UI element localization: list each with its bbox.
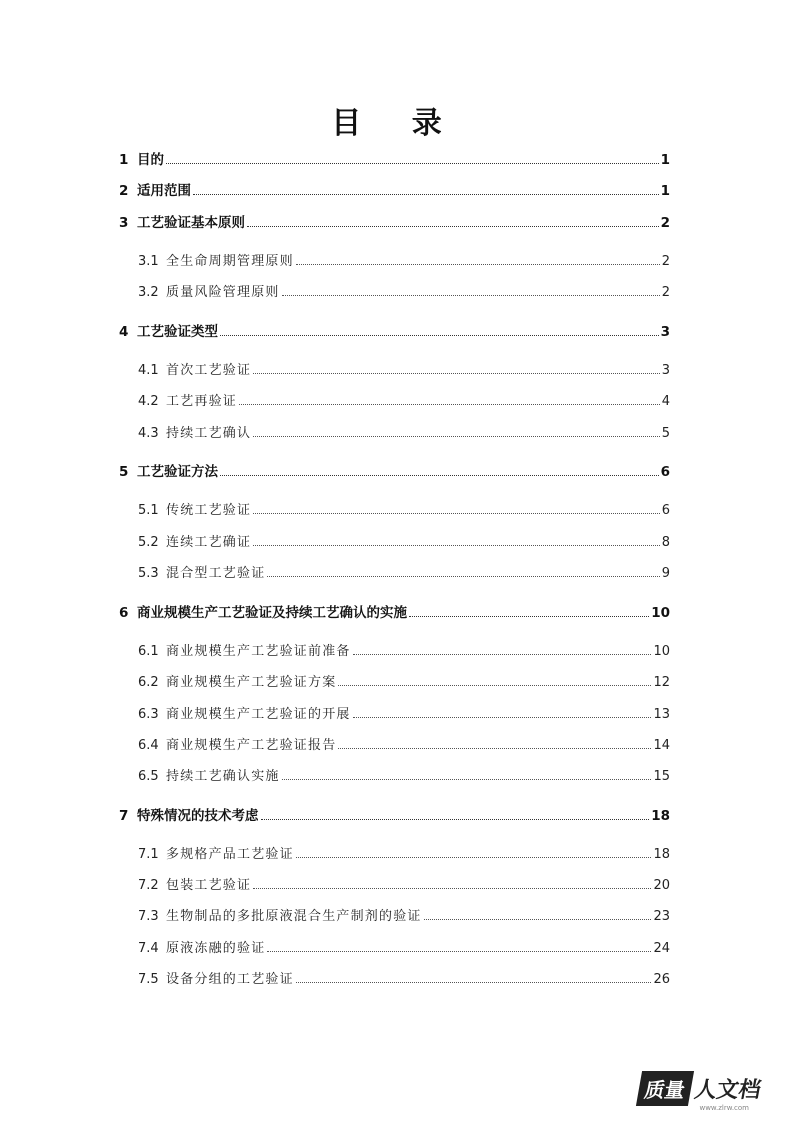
toc-entry-page: 3 (660, 324, 670, 340)
toc-entry-page: 10 (653, 644, 670, 659)
toc-entry-page: 3 (661, 363, 670, 378)
toc-entry-number: 4.1 (138, 363, 159, 378)
toc-entry-number: 6.3 (138, 707, 159, 722)
toc-dot-leader (247, 226, 659, 227)
toc-entry[interactable] (138, 359, 670, 378)
toc-entry[interactable] (138, 765, 670, 784)
toc-dot-leader (220, 335, 659, 336)
toc-entry-title: 工艺验证类型 (137, 324, 218, 340)
toc-dot-leader (253, 373, 660, 374)
toc-entry-number: 6.4 (138, 738, 159, 753)
toc-entry-title: 目的 (137, 152, 164, 168)
toc-dot-leader (296, 982, 652, 983)
toc-entry-page: 24 (653, 941, 670, 956)
toc-entry-number: 4.2 (138, 394, 159, 409)
toc-entry-title: 原液冻融的验证 (166, 941, 266, 956)
toc-dot-leader (338, 685, 651, 686)
watermark-url: www.zlrw.com (699, 1104, 749, 1112)
toc-dot-leader (353, 717, 652, 718)
toc-entry-title: 连续工艺确证 (166, 535, 252, 550)
toc-entry-number: 6.2 (138, 675, 159, 690)
toc-dot-leader (338, 748, 651, 749)
page-title: 目 录 (331, 106, 462, 141)
toc-entry-title: 设备分组的工艺验证 (166, 972, 294, 987)
toc-entry[interactable] (138, 250, 670, 269)
toc-entry-page: 1 (660, 152, 670, 168)
toc-dot-leader (253, 436, 660, 437)
toc-entry-title: 商业规模生产工艺验证的开展 (166, 707, 351, 722)
toc-entry[interactable] (138, 905, 670, 924)
toc-entry-page: 14 (653, 738, 670, 753)
toc-entry-number: 7 (119, 808, 129, 824)
toc-entry[interactable] (119, 179, 670, 199)
toc-entry[interactable] (138, 734, 670, 753)
toc-dot-leader (193, 194, 659, 195)
toc-entry[interactable] (138, 874, 670, 893)
toc-entry-title: 混合型工艺验证 (166, 566, 266, 581)
toc-entry-page: 18 (651, 808, 670, 824)
toc-entry[interactable] (138, 843, 670, 862)
toc-dot-leader (409, 616, 649, 617)
toc-entry[interactable] (119, 211, 670, 231)
toc-entry[interactable] (119, 460, 670, 480)
toc-entry-title: 首次工艺验证 (166, 363, 252, 378)
toc-entry[interactable] (138, 281, 670, 300)
toc-entry[interactable] (138, 422, 670, 441)
toc-entry-title: 适用范围 (137, 183, 191, 199)
toc-entry-number: 4 (119, 324, 129, 340)
toc-entry-number: 5 (119, 464, 129, 480)
toc-entry-page: 6 (660, 464, 670, 480)
toc-entry-page: 23 (653, 909, 670, 924)
toc-entry-page: 2 (660, 215, 670, 231)
toc-entry-number: 6 (119, 605, 129, 621)
watermark-logo (639, 1068, 779, 1112)
toc-entry-number: 7.2 (138, 878, 159, 893)
toc-dot-leader (239, 404, 660, 405)
toc-entry-number: 1 (119, 152, 129, 168)
toc-entry-page: 26 (653, 972, 670, 987)
toc-entry-title: 传统工艺验证 (166, 503, 252, 518)
toc-entry-page: 6 (661, 503, 670, 518)
toc-entry[interactable] (119, 804, 670, 824)
toc-dot-leader (253, 888, 651, 889)
toc-entry-title: 工艺验证基本原则 (137, 215, 245, 231)
toc-entry-page: 20 (653, 878, 670, 893)
toc-entry-page: 4 (661, 394, 670, 409)
toc-entry-page: 2 (661, 285, 670, 300)
toc-entry-number: 3.2 (138, 285, 159, 300)
toc-dot-leader (253, 545, 660, 546)
toc-entry[interactable] (138, 390, 670, 409)
toc-entry-page: 15 (653, 769, 670, 784)
toc-entry-title: 生物制品的多批原液混合生产制剂的验证 (166, 909, 422, 924)
toc-entry-title: 持续工艺确认 (166, 426, 252, 441)
toc-entry[interactable] (138, 968, 670, 987)
toc-entry-title: 特殊情况的技术考虑 (137, 808, 259, 824)
toc-entry[interactable] (119, 601, 670, 621)
toc-dot-leader (282, 295, 660, 296)
toc-dot-leader (220, 475, 659, 476)
toc-entry-title: 工艺再验证 (166, 394, 238, 409)
toc-entry[interactable] (138, 703, 670, 722)
toc-dot-leader (166, 163, 659, 164)
toc-entry[interactable] (138, 640, 670, 659)
toc-entry[interactable] (138, 562, 670, 581)
toc-entry[interactable] (138, 671, 670, 690)
toc-dot-leader (296, 264, 660, 265)
toc-dot-leader (267, 951, 651, 952)
toc-entry-number: 5.1 (138, 503, 159, 518)
toc-entry-number: 2 (119, 183, 129, 199)
toc-dot-leader (424, 919, 652, 920)
toc-entry-number: 4.3 (138, 426, 159, 441)
toc-entry-number: 3 (119, 215, 129, 231)
toc-dot-leader (353, 654, 652, 655)
toc-entry-number: 7.1 (138, 847, 159, 862)
watermark-box-text: 质量 (636, 1071, 694, 1106)
toc-entry-title: 工艺验证方法 (137, 464, 218, 480)
toc-entry-number: 7.3 (138, 909, 159, 924)
toc-entry-title: 商业规模生产工艺验证报告 (166, 738, 337, 753)
toc-entry-page: 9 (661, 566, 670, 581)
toc-entry-title: 质量风险管理原则 (166, 285, 280, 300)
toc-entry-page: 1 (660, 183, 670, 199)
toc-entry-page: 5 (661, 426, 670, 441)
toc-entry-number: 5.3 (138, 566, 159, 581)
toc-dot-leader (282, 779, 652, 780)
toc-entry-number: 7.5 (138, 972, 159, 987)
toc-entry[interactable] (119, 320, 670, 340)
toc-entry-page: 12 (653, 675, 670, 690)
toc-entry-number: 6.5 (138, 769, 159, 784)
toc-entry-page: 10 (651, 605, 670, 621)
toc-entry-title: 全生命周期管理原则 (166, 254, 294, 269)
toc-entry-title: 商业规模生产工艺验证方案 (166, 675, 337, 690)
toc-entry-page: 18 (653, 847, 670, 862)
watermark-text: 人文档 (692, 1077, 763, 1103)
toc-entry[interactable] (138, 937, 670, 956)
toc-entry[interactable] (138, 499, 670, 518)
toc-entry-number: 3.1 (138, 254, 159, 269)
toc-entry-page: 13 (653, 707, 670, 722)
toc-dot-leader (296, 857, 652, 858)
toc-entry-number: 7.4 (138, 941, 159, 956)
toc-entry-page: 8 (661, 535, 670, 550)
toc-entry-number: 6.1 (138, 644, 159, 659)
toc-entry-title: 持续工艺确认实施 (166, 769, 280, 784)
toc-entry-number: 5.2 (138, 535, 159, 550)
toc-entry-title: 多规格产品工艺验证 (166, 847, 294, 862)
toc-entry[interactable] (119, 148, 670, 168)
toc-entry[interactable] (138, 531, 670, 550)
toc-dot-leader (253, 513, 660, 514)
toc-entry-title: 包装工艺验证 (166, 878, 252, 893)
toc-dot-leader (267, 576, 659, 577)
toc-entry-page: 2 (661, 254, 670, 269)
toc-dot-leader (261, 819, 650, 820)
toc-entry-title: 商业规模生产工艺验证及持续工艺确认的实施 (137, 605, 407, 621)
toc-entry-title: 商业规模生产工艺验证前准备 (166, 644, 351, 659)
